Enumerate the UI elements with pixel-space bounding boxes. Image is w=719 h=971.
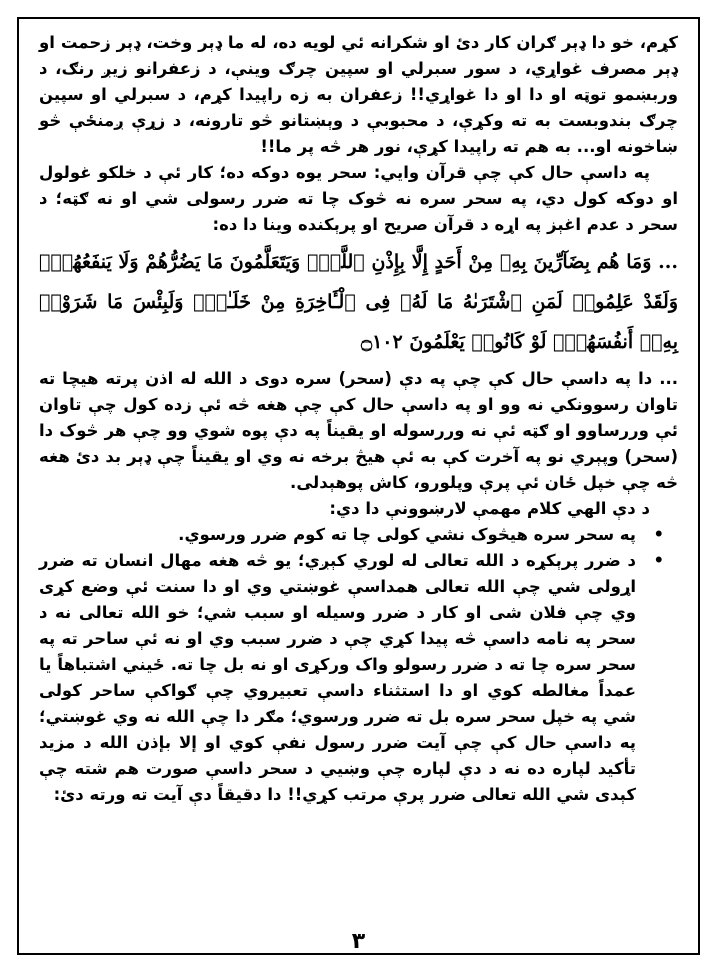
bullet-item-1 — [39, 522, 678, 548]
paragraph-2: په داسې حال کې چې قرآن وایي: سحر یوه دوکه ده؛ کار ئې د خلکو غولول او دوکه کول دي، په سحر سره نه څوک چا ته ضرر رسولی شي او نه ګټه؛ د سحر د عدم اغېز په اړه د قرآن صریح او پرېکنده وینا دا ده: — [39, 163, 678, 234]
page-frame — [17, 17, 700, 955]
bullet-point: • — [653, 525, 664, 544]
page-number: ۳ — [351, 929, 366, 954]
paragraph-3: ... دا په داسې حال کې چې په دې (سحر) سره دوی د الله له اذن پرته هیچا ته تاوان رسوونکي نه وو او په داسې حال کې چې هغه څه ئې زده کول چې تاوان ئې وررساوو او ګټه ئې نه وررسوله او یقیناً په دې پوه شوي وو چې هر څوک دا (سحر) وپېري نو په آخرت کې به ئې هیڅ برخه نه وي او یقیناً چې ډېر بد دئ هغه څه چې خپل ځان ئې پرې وپلورو، کاش پوهېدلی. — [39, 369, 678, 492]
bullet-point: • — [653, 551, 664, 570]
bullet-text: د ضرر پرېکړه د الله تعالی له لوري کېږي؛ یو څه هغه مهال انسان ته ضرر اړولی شي چې الله تعالی همداسې غوښتي وي او دا سنت ئې وضع کړی وي چې فلان شی او کار د ضرر وسیله او سبب شي؛ خو الله تعالی نه د سحر په نامه داسې څه پیدا کړي چې د ضرر سبب وي او نه ئې ساحر ته په سحر سره چا ته د ضرر رسولو واک ورکړی او نه بل چا ته. ځیني اشتباهاً یا عمداً مغالطه کوي او دا استثناء داسې تعبیروي چې ګواکې ساحر کولی شي په خپل سحر سره بل ته ضرر ورسوي؛ مګر دا چې الله نه وي غوښتي؛ په داسې حال کې چې آیت ضرر رسول نفې کوي او إلا بإذن الله د مزید تأکید لپاره ده نه د دې لپاره چې وښیي د سحر داسې صورت هم شته چې کېدی شي الله تعالی ضرر پرې مرتب کړي!! دا دقیقاً دې آیت ته ورته دئ: — [39, 551, 636, 804]
bullet-list — [39, 522, 678, 808]
paragraph-1: کړم، خو دا ډېر ګران کار دئ او شکرانه ئي لویه ده، له ما ډېر وخت، ډېر زحمت او ډېر مصرف غواړي، د سور سبرلي او سپین چرګ وینې، د زعفرانو زیږ رنګ، د وربښمو توټه او دا او دا غواړي!! زعفران به زه راپیدا کړم، د سبرلي او سپین چرګ بندوبست به ته وکړې، د محبوبې د وېښتانو څو تارونه، د زړې ږمنځې څو ښاخونه او... به هم ته راپیدا کړې، نور هر څه پر ما!! — [39, 33, 678, 156]
quran-verse: ... وَمَا هُم بِضَآرِّينَ بِهِۦ مِنْ أَحَدٍ إِلَّا بِإِذْنِ ٱللَّهِۚ وَيَتَعَلَّمُونَ مَا يَضُرُّهُمْ وَلَا يَنفَعُهُمْۚ وَلَقَدْ عَلِمُوا۟ لَمَنِ ٱشْتَرَىٰهُ مَا لَهُۥ فِى ٱلْـَٔاخِرَةِ مِنْ خَلَـٰقٍۚ وَلَبِئْسَ مَا شَرَوْا۟ بِهِۦٓ أَنفُسَهُمْۚ لَوْ كَانُوا۟ يَعْلَمُونَ ۝١٠٢ — [39, 251, 678, 353]
page-content — [19, 19, 698, 808]
paragraph-4: د دې الهي کلام مهمې لارښوونې دا دي: — [329, 499, 650, 518]
bullet-item-2 — [39, 548, 678, 808]
bullet-text: په سحر سره هیڅوک نشي کولی چا ته کوم ضرر ورسوي. — [178, 525, 636, 544]
